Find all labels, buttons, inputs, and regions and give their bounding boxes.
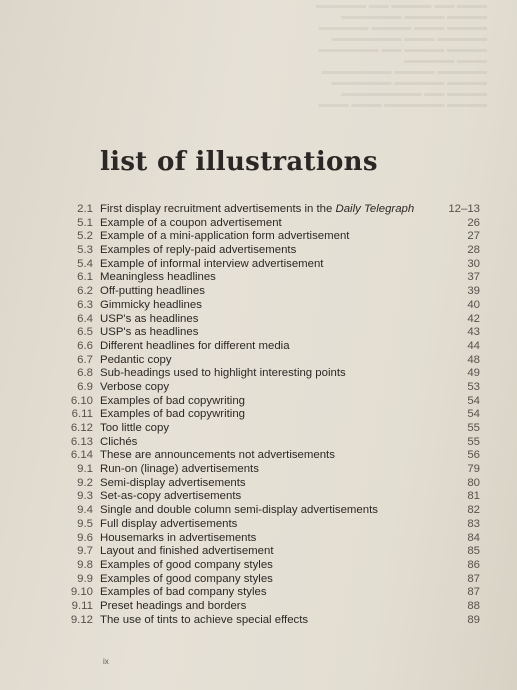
page-number: 87 — [467, 572, 480, 585]
figure-caption: These are announcements not advertisements — [100, 449, 335, 462]
list-item — [60, 354, 480, 368]
figure-number: 6.10 — [70, 394, 93, 407]
figure-number: 6.12 — [70, 422, 93, 434]
figure-caption: Examples of bad company styles — [100, 586, 267, 599]
figure-number: 9.1 — [77, 463, 93, 476]
list-item — [60, 600, 480, 614]
figure-number: 6.6 — [77, 339, 93, 352]
figure-number: 6.5 — [77, 326, 93, 339]
figure-number: 6.13 — [70, 435, 93, 448]
list-item — [60, 504, 480, 518]
figure-number: 9.4 — [77, 504, 93, 517]
page-number: 55 — [467, 435, 480, 448]
figure-number: 5.2 — [77, 230, 93, 243]
list-item — [60, 395, 480, 409]
list-item — [60, 203, 480, 217]
list-item — [60, 449, 480, 463]
figure-number: 6.1 — [77, 271, 93, 284]
figure-number: 5.4 — [77, 257, 93, 270]
list-item — [60, 436, 480, 450]
list-item — [60, 532, 480, 546]
page-number: 84 — [467, 531, 480, 544]
page-number: 83 — [467, 517, 480, 530]
figure-number: 9.9 — [77, 572, 93, 585]
page-number: 89 — [467, 613, 480, 626]
page-number: 49 — [467, 367, 480, 380]
figure-caption: USP's as headlines — [100, 326, 199, 339]
figure-caption: Gimmicky headlines — [100, 298, 202, 311]
page-number: 48 — [467, 353, 480, 366]
figure-caption: Examples of bad copywriting — [100, 394, 245, 407]
list-item — [60, 367, 480, 381]
figure-caption: Examples of good company styles — [100, 572, 273, 585]
page-number: 87 — [467, 586, 480, 599]
figure-number: 6.3 — [77, 298, 93, 311]
list-item — [60, 326, 480, 340]
illustrations-list — [60, 203, 480, 627]
page-number: 54 — [467, 408, 480, 421]
list-item — [60, 490, 480, 504]
figure-number: 9.10 — [70, 586, 93, 599]
page-number: 39 — [467, 285, 480, 298]
page-number: 82 — [467, 504, 480, 517]
figure-number: 9.8 — [77, 558, 93, 571]
page-number: 79 — [467, 463, 480, 476]
figure-number: 6.9 — [77, 380, 93, 393]
figure-caption: The use of tints to achieve special effects — [100, 613, 309, 626]
page-number: 42 — [467, 312, 480, 325]
list-item — [60, 381, 480, 395]
figure-number: 6.4 — [77, 312, 93, 325]
figure-number: 6.11 — [71, 408, 93, 421]
figure-caption: Clichés — [100, 435, 138, 448]
figure-caption: Meaningless headlines — [100, 271, 216, 284]
list-item — [60, 586, 480, 600]
figure-caption: Full display advertisements — [100, 517, 238, 530]
page-number: 30 — [467, 257, 480, 270]
list-item — [60, 217, 480, 231]
figure-caption: Set-as-copy advertisements — [100, 490, 242, 503]
page-title: list of illustrations — [100, 147, 378, 178]
figure-number: 9.6 — [77, 531, 93, 544]
figure-caption: Example of informal interview advertisement — [100, 257, 324, 270]
figure-caption: Off-putting headlines — [100, 285, 205, 298]
list-item — [60, 340, 480, 354]
page-number: 81 — [467, 490, 480, 503]
figure-caption: Examples of good company styles — [100, 558, 273, 571]
list-item — [60, 285, 480, 299]
page-number: 53 — [467, 380, 480, 393]
list-item — [60, 230, 480, 244]
figure-caption: Layout and finished advertisement — [100, 545, 274, 558]
figure-number: 6.8 — [77, 367, 93, 380]
figure-number: 2.1 — [77, 203, 93, 215]
page-number: 86 — [467, 558, 480, 571]
show-through-text: ▬▬▬ ▬▬ ▬▬▬▬ ▬▬ ▬▬▬▬▬ ▬▬▬▬ ▬▬▬▬ ▬▬▬▬▬▬ ▬▬▬▬ ▬▬▬ ▬▬▬▬ ▬▬▬▬▬ ▬▬▬▬▬ ▬▬▬ ▬▬▬▬▬▬▬ ▬▬▬▬ ▬▬▬▬ ▬▬ ▬▬▬▬▬▬ ▬▬▬ ▬▬▬▬▬ ▬▬▬▬▬ ▬▬▬▬ ▬▬▬▬▬▬▬ ▬▬▬▬ ▬▬▬▬▬ ▬▬▬▬▬▬ ▬▬▬▬ ▬▬ ▬▬▬▬▬▬▬▬ ▬▬▬▬ ▬▬▬▬▬▬ ▬▬▬ ▬▬▬ — [315, 0, 487, 110]
figure-caption: First display recruitment advertisements in the Daily Telegraph — [100, 203, 415, 215]
figure-number: 9.12 — [70, 613, 93, 626]
figure-number: 9.11 — [71, 599, 93, 612]
figure-caption: Sub-headings used to highlight interesting points — [100, 367, 346, 380]
figure-caption: Different headlines for different media — [100, 339, 290, 352]
page-number: 27 — [467, 230, 480, 243]
figure-caption: Too little copy — [100, 422, 170, 434]
list-item — [60, 408, 480, 422]
figure-caption: Example of a mini-application form advertisement — [100, 230, 350, 243]
list-item — [60, 559, 480, 573]
page-number: 80 — [467, 476, 480, 489]
list-item — [60, 518, 480, 532]
figure-number: 9.7 — [77, 545, 93, 558]
figure-number: 6.14 — [70, 449, 93, 462]
figure-caption: Examples of bad copywriting — [100, 408, 245, 421]
list-item — [60, 258, 480, 272]
list-item — [60, 463, 480, 477]
figure-number: 6.7 — [77, 353, 93, 366]
list-item — [60, 573, 480, 587]
figure-number: 9.2 — [77, 476, 93, 489]
page-number: 37 — [467, 271, 480, 284]
figure-number: 9.3 — [77, 490, 93, 503]
list-item — [60, 313, 480, 327]
page-number: 43 — [467, 326, 480, 339]
figure-number: 5.1 — [77, 216, 93, 229]
figure-caption: Semi-display advertisements — [100, 476, 246, 489]
figure-number: 5.3 — [77, 244, 93, 257]
page-number: 40 — [467, 298, 480, 311]
figure-caption: Preset headings and borders — [100, 599, 247, 612]
figure-number: 6.2 — [77, 285, 93, 298]
list-item — [60, 477, 480, 491]
figure-caption: Pedantic copy — [100, 353, 172, 366]
figure-caption: Examples of reply-paid advertisements — [100, 244, 297, 257]
page-number: 56 — [467, 449, 480, 462]
list-item — [60, 614, 480, 628]
figure-caption: Verbose copy — [100, 380, 170, 393]
figure-caption: Run-on (linage) advertisements — [100, 463, 259, 476]
figure-caption: Example of a coupon advertisement — [100, 216, 282, 229]
page-number: 28 — [467, 244, 480, 257]
list-item — [60, 422, 480, 436]
figure-caption: Housemarks in advertisements — [100, 531, 257, 544]
page-number: 55 — [467, 422, 480, 434]
list-item — [60, 271, 480, 285]
italic-title: Daily Telegraph — [335, 203, 415, 215]
page-number: 85 — [467, 545, 480, 558]
page-number: 12–13 — [448, 203, 480, 215]
list-item — [60, 244, 480, 258]
list-item — [60, 299, 480, 313]
page-number: 88 — [467, 599, 480, 612]
list-item — [60, 545, 480, 559]
figure-caption: USP's as headlines — [100, 312, 199, 325]
figure-caption: Single and double column semi-display advertisements — [100, 504, 378, 517]
page-number: 54 — [467, 394, 480, 407]
page-folio: ix — [103, 657, 109, 666]
page-number: 44 — [467, 339, 480, 352]
figure-number: 9.5 — [77, 517, 93, 530]
page-number: 26 — [467, 216, 480, 229]
